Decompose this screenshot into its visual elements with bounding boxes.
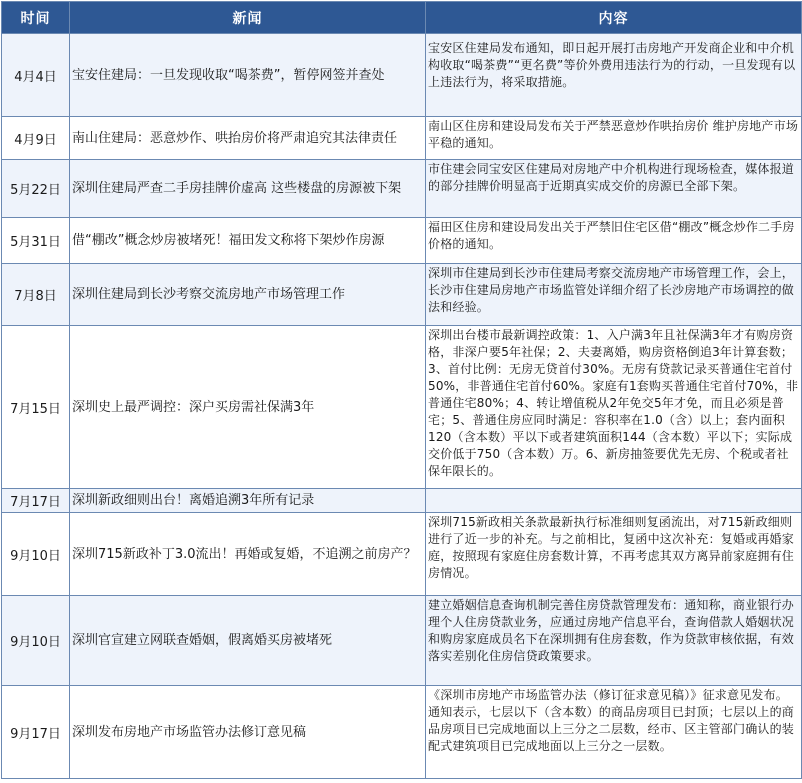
row-date: 7月17日 [2, 489, 70, 513]
row-date: 7月8日 [2, 264, 70, 326]
row-content [426, 489, 802, 513]
row-date: 9月10日 [2, 596, 70, 686]
row-news: 深圳715新政补丁3.0流出！再婚或复婚，不追溯之前房产？ [70, 513, 426, 596]
header-content: 内容 [426, 2, 802, 34]
table-row [2, 34, 802, 117]
row-news: 深圳住建局到长沙考察交流房地产市场管理工作 [70, 264, 426, 326]
row-news: 深圳住建局严查二手房挂牌价虚高 这些楼盘的房源被下架 [70, 160, 426, 218]
row-content: 深圳市住建局到长沙市住建局考察交流房地产市场管理工作，会上，长沙市住建局房地产市场监管处详细介绍了长沙房地产市场调控的做法和经验。 [426, 264, 802, 326]
row-news: 宝安住建局：一旦发现收取“喝茶费”，暂停网签并查处 [70, 34, 426, 117]
table-row [2, 596, 802, 686]
row-news: 深圳史上最严调控：深户买房需社保满3年 [70, 326, 426, 489]
row-content: 《深圳市房地产市场监管办法（修订征求意见稿）》征求意见发布。通知表示，七层以下（含本数）的商品房项目已封顶；七层以上的商品房项目已完成地面以上三分之二层数，经市、区主管部门确认的装配式建筑项目已完成地面以上三分之一层数。 [426, 686, 802, 779]
header-time: 时间 [2, 2, 70, 34]
row-date: 4月4日 [2, 34, 70, 117]
row-date: 5月22日 [2, 160, 70, 218]
header-news: 新闻 [70, 2, 426, 34]
row-date: 7月15日 [2, 326, 70, 489]
row-date: 4月9日 [2, 117, 70, 160]
row-news: 借“棚改”概念炒房被堵死！福田发文称将下架炒作房源 [70, 218, 426, 264]
table-row [2, 218, 802, 264]
row-content: 南山区住房和建设局发布关于严禁恶意炒作哄抬房价 维护房地产市场平稳的通知。 [426, 117, 802, 160]
row-content: 建立婚姻信息查询机制完善住房贷款管理发布：通知称，商业银行办理个人住房贷款业务，应通过房地产信息平台，查询借款人婚姻状况和购房家庭成员名下在深圳拥有住房套数，作为贷款审核依据，有效落实差别化住房信贷政策要求。 [426, 596, 802, 686]
row-news: 深圳新政细则出台！离婚追溯3年所有记录 [70, 489, 426, 513]
table-row [2, 160, 802, 218]
row-news: 深圳官宣建立网联查婚姻，假离婚买房被堵死 [70, 596, 426, 686]
table-row [2, 326, 802, 489]
news-table [1, 1, 802, 779]
row-content: 宝安区住建局发布通知，即日起开展打击房地产开发商企业和中介机构收取“喝茶费”“更名费”等价外费用违法行为的行动，一旦发现有以上违法行为，将采取措施。 [426, 34, 802, 117]
row-content: 福田区住房和建设局发出关于严禁旧住宅区借“棚改”概念炒作二手房价格的通知。 [426, 218, 802, 264]
row-content: 深圳715新政相关条款最新执行标准细则复函流出，对715新政细则进行了近一步的补充。与之前相比，复函中这次补充：复婚或再婚家庭，按照现有家庭住房套数计算，不再考虑其双方离异前家庭拥有住房情况。 [426, 513, 802, 596]
row-date: 5月31日 [2, 218, 70, 264]
table-row [2, 513, 802, 596]
row-date: 9月17日 [2, 686, 70, 779]
row-content: 市住建会同宝安区住建局对房地产中介机构进行现场检查，媒体报道的部分挂牌价明显高于近期真实成交价的房源已全部下架。 [426, 160, 802, 218]
table-row [2, 117, 802, 160]
row-news: 深圳发布房地产市场监管办法修订意见稿 [70, 686, 426, 779]
table-row [2, 686, 802, 779]
table-header-row [2, 2, 802, 34]
row-news: 南山住建局：恶意炒作、哄抬房价将严肃追究其法律责任 [70, 117, 426, 160]
table-row [2, 264, 802, 326]
row-content: 深圳出台楼市最新调控政策：1、入户满3年且社保满3年才有购房资格，非深户要5年社保；2、夫妻离婚，购房资格倒追3年计算套数；3、首付比例：无房无贷首付30%。无房有贷款记录买普通住宅首付50%，非普通住宅首付60%。家庭有1套购买普通住宅首付70%，非普通住宅80%；4、转让增值税从2年免交5年才免，而且必须是普宅；5、普通住房应同时满足：容积率在1.0（含）以上；套内面积120（含本数）平以下或者建筑面积144（含本数）平以下；实际成交价低于750（含本数）万。6、新房抽签要优先无房、个税或者社保年限长的。 [426, 326, 802, 489]
row-date: 9月10日 [2, 513, 70, 596]
table-row [2, 489, 802, 513]
